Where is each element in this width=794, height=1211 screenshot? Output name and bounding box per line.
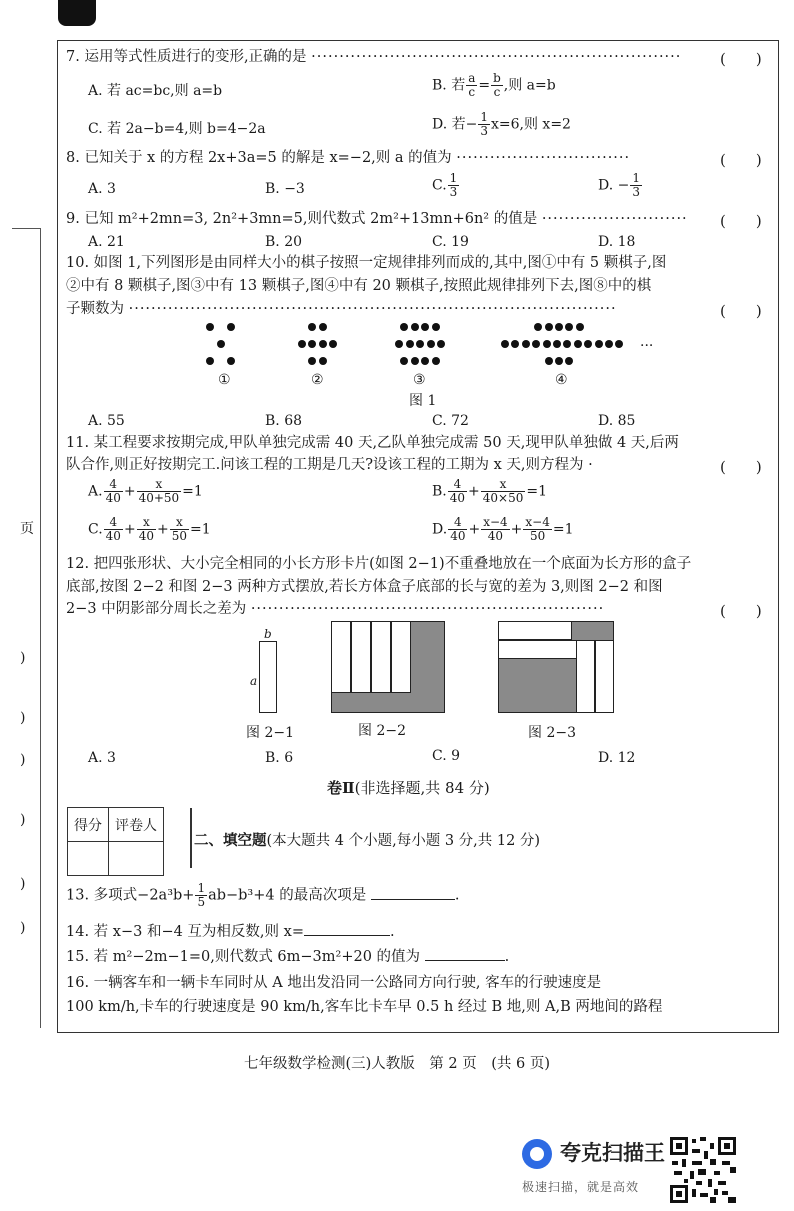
figure-label-1: ① bbox=[218, 372, 231, 388]
chess-piece bbox=[206, 357, 214, 365]
chess-piece bbox=[411, 323, 419, 331]
q7-option-b: B. 若 $\frac{a}{c}$ = $\frac{b}{c}$ ,则 a=b bbox=[432, 71, 556, 100]
binding-line bbox=[40, 228, 41, 1028]
figure-label-4: ④ bbox=[555, 372, 568, 388]
chess-piece bbox=[545, 357, 553, 365]
chess-piece bbox=[416, 340, 424, 348]
answer-paren-10: ( ) bbox=[720, 302, 762, 320]
pattern-ellipsis: ··· bbox=[640, 338, 654, 354]
card bbox=[391, 621, 411, 693]
chess-piece bbox=[406, 340, 414, 348]
card bbox=[371, 621, 391, 693]
q12-option-d: D. 12 bbox=[598, 750, 636, 766]
question-12-line2: 底部,按图 2−2 和图 2−3 两种方式摆放,若长方体盒子底部的长与宽的差为 3,则图 2−2 和图 bbox=[66, 579, 663, 595]
answer-blank-13[interactable] bbox=[371, 899, 455, 900]
chess-piece bbox=[206, 323, 214, 331]
chess-piece bbox=[437, 340, 445, 348]
question-14: 14. 若 x−3 和−4 互为相反数,则 x= . bbox=[66, 924, 395, 940]
chess-piece bbox=[227, 357, 235, 365]
q11-option-c: C. $\frac{4}{40}$ + $\frac{x}{40}$ + $\frac{x}{50}$ =1 bbox=[88, 515, 211, 544]
answer-blank-14[interactable] bbox=[304, 935, 390, 936]
q9-option-d: D. 18 bbox=[598, 234, 636, 250]
chess-piece bbox=[565, 323, 573, 331]
card-rectangle bbox=[259, 641, 277, 713]
table-divider bbox=[190, 808, 192, 868]
q11-option-b: B. $\frac{4}{40}$ + $\frac{x}{40\times 50}$ =1 bbox=[432, 477, 547, 506]
side-mark: ) bbox=[20, 650, 26, 666]
q9-option-b: B. 20 bbox=[265, 234, 303, 250]
question-10-line3: 子颗数为 ······················································································· bbox=[66, 301, 617, 317]
figure-2-3-caption: 图 2−3 bbox=[528, 725, 576, 741]
question-11-line2: 队合作,则正好按期完工.问该工程的工期是几天?设该工程的工期为 x 天,则方程为 · bbox=[66, 457, 594, 473]
question-10-line1: 10. 如图 1,下列图形是由同样大小的棋子按照一定规律排列而成的,其中,图①中有 5 颗棋子,图 bbox=[66, 255, 667, 271]
q7-option-a: A. 若 ac=bc,则 a=b bbox=[88, 83, 223, 99]
q10-option-d: D. 85 bbox=[598, 413, 636, 429]
q8-option-a: A. 3 bbox=[88, 181, 116, 197]
binding-label: 页 bbox=[20, 521, 34, 537]
chess-piece bbox=[427, 340, 435, 348]
side-mark: ) bbox=[20, 710, 26, 726]
q7-option-c: C. 若 2a−b=4,则 b=4−2a bbox=[88, 121, 266, 137]
chess-piece bbox=[432, 357, 440, 365]
section-2-heading: 卷Ⅱ(非选择题,共 84 分) bbox=[327, 779, 490, 797]
brand-name: 夸克扫描王 bbox=[560, 1141, 665, 1165]
chess-piece bbox=[543, 340, 551, 348]
chess-piece bbox=[534, 323, 542, 331]
question-11-line1: 11. 某工程要求按期完成,甲队单独完成需 40 天,乙队单独完成需 50 天,现甲队单独做 4 天,后两 bbox=[66, 435, 679, 451]
figure-label-2: ② bbox=[311, 372, 324, 388]
chess-piece bbox=[411, 357, 419, 365]
question-16-line2: 100 km/h,卡车的行驶速度是 90 km/h,客车比卡车早 0.5 h 经过 B 地,则 A,B 两地间的路程 bbox=[66, 999, 663, 1015]
question-12-line3: 2−3 中阴影部分周长之差为 ······························································· bbox=[66, 601, 605, 617]
chess-piece bbox=[395, 340, 403, 348]
label-b: b bbox=[264, 627, 272, 641]
chess-piece bbox=[217, 340, 225, 348]
q9-option-a: A. 21 bbox=[88, 234, 125, 250]
chess-piece bbox=[605, 340, 613, 348]
card bbox=[331, 621, 351, 693]
part-2-heading: 二、填空题(本大题共 4 个小题,每小题 3 分,共 12 分) bbox=[194, 832, 541, 849]
q10-option-b: B. 68 bbox=[265, 413, 303, 429]
score-cell[interactable] bbox=[68, 842, 109, 876]
score-header: 得分 bbox=[68, 808, 109, 842]
chess-piece bbox=[432, 323, 440, 331]
grader-header: 评卷人 bbox=[109, 808, 164, 842]
figure-2-1-caption: 图 2−1 bbox=[246, 725, 294, 741]
side-mark: ) bbox=[20, 812, 26, 828]
q12-option-c: C. 9 bbox=[432, 748, 461, 764]
side-mark: ) bbox=[20, 920, 26, 936]
answer-paren-7: ( ) bbox=[720, 50, 762, 68]
answer-paren-8: ( ) bbox=[720, 151, 762, 169]
question-15: 15. 若 m²−2m−1=0,则代数式 6m−3m²+20 的值为 . bbox=[66, 949, 510, 965]
question-12-line1: 12. 把四张形状、大小完全相同的小长方形卡片(如图 2−1)不重叠地放在一个底面为长方形的盒子 bbox=[66, 556, 692, 572]
card bbox=[595, 640, 614, 713]
chess-piece bbox=[576, 323, 584, 331]
answer-paren-12: ( ) bbox=[720, 602, 762, 620]
answer-paren-11: ( ) bbox=[720, 458, 762, 476]
q8-option-c: C. $\frac{1}{3}$ bbox=[432, 171, 458, 200]
q8-option-d: D. − $\frac{1}{3}$ bbox=[598, 171, 640, 200]
chess-piece bbox=[329, 340, 337, 348]
card bbox=[576, 640, 595, 713]
card bbox=[351, 621, 371, 693]
chess-piece bbox=[319, 340, 327, 348]
q7-option-d: D. 若− $\frac{1}{3}$ x=6,则 x=2 bbox=[432, 110, 571, 139]
question-16-line1: 16. 一辆客车和一辆卡车同时从 A 地出发沿同一公路同方向行驶, 客车的行驶速度是 bbox=[66, 975, 602, 991]
scan-corner-mark bbox=[58, 0, 96, 26]
card bbox=[498, 621, 572, 640]
chess-piece bbox=[319, 357, 327, 365]
chess-piece bbox=[522, 340, 530, 348]
answer-blank-15[interactable] bbox=[425, 960, 505, 961]
chess-piece bbox=[501, 340, 509, 348]
side-mark: ) bbox=[20, 752, 26, 768]
q10-option-c: C. 72 bbox=[432, 413, 469, 429]
question-8: 8. 已知关于 x 的方程 2x+3a=5 的解是 x=−2,则 a 的值为 ······························· bbox=[66, 150, 631, 166]
chess-piece bbox=[319, 323, 327, 331]
chess-piece bbox=[298, 340, 306, 348]
chess-piece bbox=[400, 357, 408, 365]
chess-piece bbox=[595, 340, 603, 348]
q11-option-d: D. $\frac{4}{40}$ + $\frac{x-4}{40}$ + $\frac{x-4}{50}$ =1 bbox=[432, 515, 574, 544]
question-13: 13. 多项式−2a³b+ $\frac{1}{5}$ ab−b³+4 的最高次项是 . bbox=[66, 881, 460, 910]
chess-piece bbox=[308, 340, 316, 348]
scanner-logo-icon bbox=[522, 1139, 552, 1169]
q11-option-a: A. $\frac{4}{40}$ + $\frac{x}{40+50}$ =1 bbox=[88, 477, 203, 506]
question-10-line2: ②中有 8 颗棋子,图③中有 13 颗棋子,图④中有 20 颗棋子,按照此规律排列下去,图⑧中的棋 bbox=[66, 278, 652, 294]
q12-option-b: B. 6 bbox=[265, 750, 294, 766]
score-table bbox=[67, 807, 164, 876]
grader-cell[interactable] bbox=[109, 842, 164, 876]
chess-piece bbox=[565, 357, 573, 365]
question-7: 7. 运用等式性质进行的变形,正确的是 ·································································· bbox=[66, 49, 682, 65]
question-9: 9. 已知 m²+2mn=3, 2n²+3mn=5,则代数式 2m²+13mn+6n² 的值是 ·························· bbox=[66, 211, 688, 227]
chess-piece bbox=[308, 357, 316, 365]
chess-piece bbox=[227, 323, 235, 331]
q10-option-a: A. 55 bbox=[88, 413, 125, 429]
chess-piece bbox=[545, 323, 553, 331]
page-footer: 七年级数学检测(三)人教版 第 2 页 (共 6 页) bbox=[243, 1056, 550, 1072]
chess-piece bbox=[308, 323, 316, 331]
chess-piece bbox=[421, 357, 429, 365]
chess-piece bbox=[555, 357, 563, 365]
chess-piece bbox=[555, 323, 563, 331]
label-a: a bbox=[250, 674, 258, 688]
binding-tick bbox=[12, 228, 40, 229]
q8-option-b: B. −3 bbox=[265, 181, 305, 197]
chess-piece bbox=[421, 323, 429, 331]
side-mark: ) bbox=[20, 876, 26, 892]
qr-code-icon bbox=[670, 1137, 736, 1203]
figure-1-caption: 图 1 bbox=[409, 393, 437, 409]
figure-label-3: ③ bbox=[413, 372, 426, 388]
figure-2-2-caption: 图 2−2 bbox=[358, 723, 406, 739]
chess-piece bbox=[400, 323, 408, 331]
brand-slogan: 极速扫描，就是高效 bbox=[522, 1180, 640, 1194]
chess-piece bbox=[553, 340, 561, 348]
q9-option-c: C. 19 bbox=[432, 234, 469, 250]
chess-piece bbox=[574, 340, 582, 348]
q12-option-a: A. 3 bbox=[88, 750, 116, 766]
answer-paren-9: ( ) bbox=[720, 212, 762, 230]
